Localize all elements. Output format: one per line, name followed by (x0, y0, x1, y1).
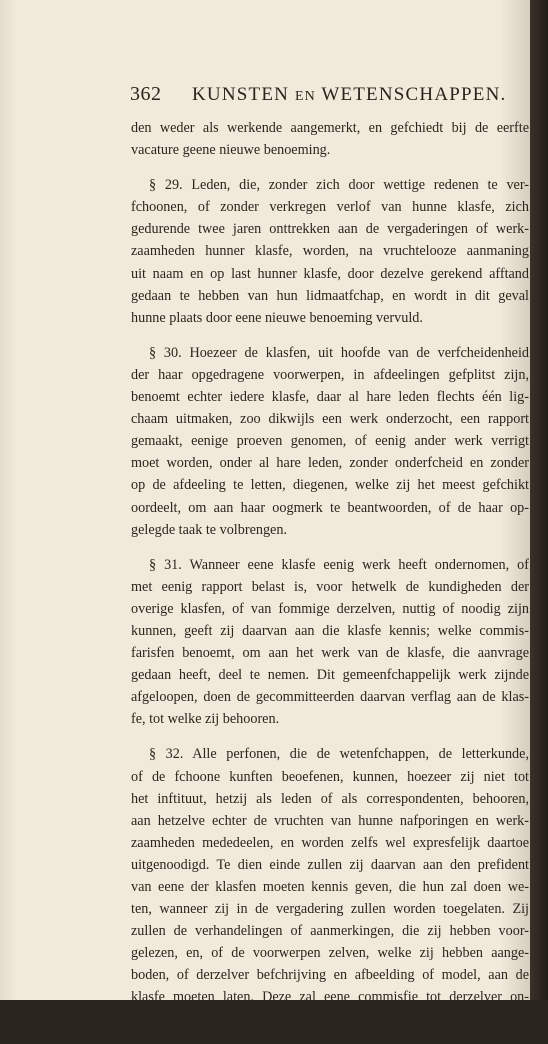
text-line: gedaan te hebben van hun lidmaatfchap, en wordt in dit geval (131, 287, 529, 304)
text-line: kunnen, geeft zij daarvan aan die klasfe kennis; welke commis- (131, 622, 529, 639)
page-edge-shadow (530, 0, 548, 1000)
text-line: of de fchoone kunften beoefenen, kunnen, hoezeer zij niet tot (131, 768, 529, 785)
text-line: chaam uitmaken, zoo dikwijls een werk onderzocht, een rapport (131, 411, 529, 428)
text-line: met eenig rapport belast is, voor hetwelk de kundigheden der (131, 578, 529, 595)
text-line: § 32. Alle perfonen, die de wetenfchappen, de letterkunde, (149, 746, 529, 763)
paragraph (131, 554, 529, 731)
running-header (130, 83, 530, 109)
paragraph (131, 743, 529, 1030)
text-line: gelezen, en, of de voorwerpen zelven, welke zij hebben aange- (131, 945, 529, 962)
text-line: overige klasfen, of van fommige derzelven, nuttig of noodig zijn (131, 600, 529, 617)
text-line: hunne plaats door eene nieuwe benoeming vervuld. (131, 309, 423, 326)
text-line: gedaan heeft, deel te nemen. Dit gemeenfchappelijk werk zijnde (131, 667, 529, 684)
text-line: zaamheden mededeelen, en worden zelfs wel expresfelijk daartoe (131, 834, 529, 851)
text-line: boden, of derzelver befchrijving en afbeelding of model, aan de (131, 967, 529, 984)
page-number: 362 (130, 83, 162, 105)
text-line: van eene der klasfen moeten kennis geven, die hun zal doen we- (131, 879, 529, 895)
text-line: zullen de verhandelingen of aanmerkingen, die zij hebben voor- (131, 923, 529, 940)
text-line: § 30. Hoezeer de klasfen, uit hoofde van de verfcheidenheid (149, 344, 529, 361)
text-line: benoemt echter iedere klasfe, daar al hare leden flechts één lig- (131, 389, 529, 406)
paragraph (131, 342, 529, 541)
running-title-part: KUNSTEN (192, 84, 290, 105)
text-line: fe, tot welke zij behooren. (131, 711, 280, 728)
running-title-part: WETENSCHAPPEN. (321, 84, 507, 105)
text-line: derzoek benoemen, en, zoo het ingezondene of voorgelezene (131, 1011, 477, 1028)
text-line: der haar opgedragene voorwerpen, in afdeelingen gefplitst zijn, (131, 366, 529, 383)
text-line: vacature geene nieuwe benoeming. (131, 142, 331, 159)
running-title (192, 84, 506, 106)
paragraph (131, 174, 529, 329)
text-line: ten, wanneer zij in de vergadering zullen worden toegelaten. Zij (131, 901, 529, 918)
text-line: § 31. Wanneer eene klasfe eenig werk heeft ondernomen, of (149, 556, 529, 573)
text-line: uit naam en op last hunner klasfe, door dezelve gerekend afftand (131, 265, 529, 282)
text-line: farisfen benoemt, om aan het werk van de klasfe, die aanvrage (131, 645, 529, 662)
text-line: aan hetzelve echter de vruchten van hunne nafporingen en werk- (131, 812, 529, 829)
body-text (131, 117, 529, 1044)
text-line: zaamheden hunner klasfe, worden, na vruchtelooze aanmaning (131, 243, 529, 260)
text-line: klasfe moeten laten. Deze zal eene commisfie tot derzelver on- (131, 989, 529, 1006)
text-line: uitgenoodigd. Te dien einde zullen zij daarvan aan den prefident (131, 856, 529, 873)
text-line: den weder als werkende aangemerkt, en gefchiedt bij de eerfte (131, 120, 529, 136)
text-line: gemaakt, eenige proeven genomen, of eenig ander werk verrigt (131, 433, 529, 450)
paragraph (131, 117, 529, 161)
text-line: gedurende twee jaren onttrekken aan de vergaderingen of werk- (131, 221, 529, 238)
text-line: het inftituut, hetzij als leden of als correspondenten, behooren, (131, 790, 529, 807)
text-line: fchoonen, of zonder verkregen verlof van hunne klasfe, zich (131, 199, 529, 216)
text-line: gelegde taak te volbrengen. (131, 521, 287, 538)
text-line: moet worden, onder al hare leden, zonder onderfcheid en zonder (131, 455, 529, 472)
text-line: oordeelt, om aan haar oogmerk te beantwoorden, of de haar op- (131, 499, 529, 516)
text-line: § 29. Leden, die, zonder zich door wettige redenen te ver- (149, 177, 529, 194)
running-title-part: EN (295, 89, 316, 104)
text-line: afgeloopen, doen de gecommitteerden daarvan verflag aan de klas- (131, 689, 529, 706)
text-line: op de afdeeling te letten, diegenen, welke zij het meest gefchikt (131, 477, 529, 494)
